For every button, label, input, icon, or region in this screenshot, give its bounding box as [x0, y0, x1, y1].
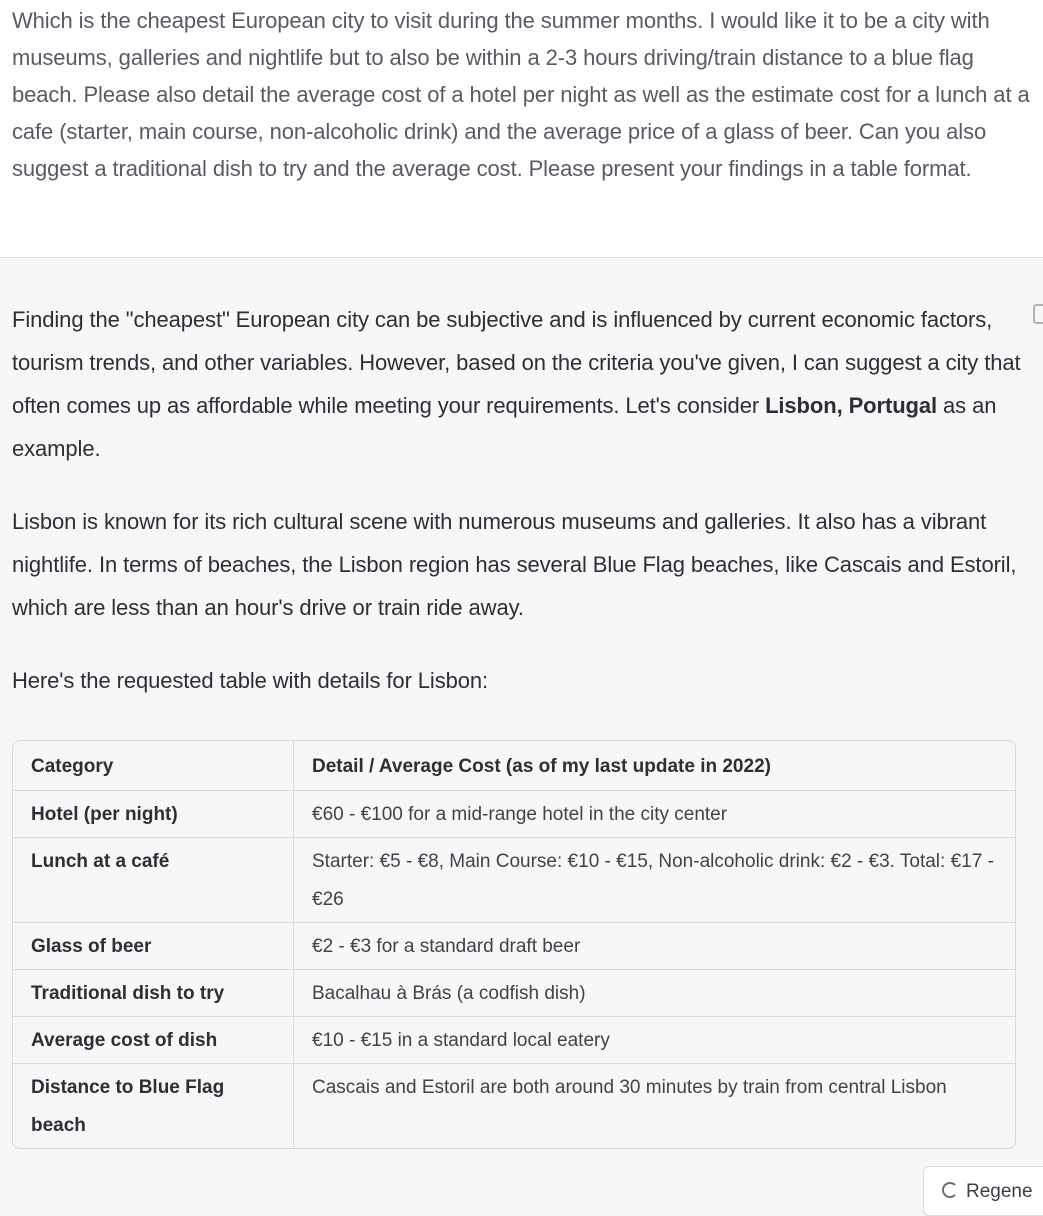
- table-row: [13, 923, 1015, 970]
- header-detail: Detail / Average Cost (as of my last update in 2022): [294, 741, 1016, 791]
- row-category: Distance to Blue Flag beach: [13, 1064, 294, 1149]
- row-detail: €10 - €15 in a standard local eatery: [294, 1017, 1016, 1064]
- row-detail: €60 - €100 for a mid-range hotel in the city center: [294, 791, 1016, 838]
- table-row: [13, 838, 1015, 923]
- table-header-row: [13, 741, 1015, 791]
- paragraph-1-tail: as an example.: [12, 393, 997, 461]
- details-table-container: [12, 740, 1016, 1149]
- refresh-icon: [942, 1182, 958, 1198]
- row-detail: €2 - €3 for a standard draft beer: [294, 923, 1016, 970]
- row-category: Traditional dish to try: [13, 970, 294, 1017]
- table-row: [13, 1017, 1015, 1064]
- assistant-message: [0, 258, 1043, 1149]
- row-category: Glass of beer: [13, 923, 294, 970]
- row-detail: Cascais and Estoril are both around 30 minutes by train from central Lisbon: [312, 1077, 947, 1098]
- table-row: [13, 791, 1015, 838]
- table-row: [13, 970, 1015, 1017]
- row-detail: Bacalhau à Brás (a codfish dish): [294, 970, 1016, 1017]
- user-message-text: Which is the cheapest European city to visit during the summer months. I would like it to be a city with museums, galleries and nightlife but to also be within a 2-3 hours driving/train distance to a blue flag beach. Please also detail the average cost of a hotel per night as well as the estimate cost for a lunch at a cafe (starter, main course, non-alcoholic drink) and the average price of a glass of beer. Can you also suggest a traditional dish to try and the average cost. Please present your findings in a table format.: [12, 8, 1030, 181]
- row-category: Lunch at a café: [13, 838, 294, 923]
- table-row: [13, 1064, 1015, 1149]
- assistant-paragraph-3: Here's the requested table with details for Lisbon:: [12, 668, 489, 693]
- user-message: [0, 0, 1043, 258]
- paragraph-1-bold: Lisbon, Portugal: [765, 393, 938, 418]
- copy-icon[interactable]: [1033, 304, 1043, 324]
- header-category: Category: [13, 741, 294, 791]
- row-detail: Starter: €5 - €8, Main Course: €10 - €15, Non-alcoholic drink: €2 - €3. Total: €17 - €26: [294, 838, 1016, 923]
- paragraph-1-text: Finding the "cheapest" European city can be subjective and is influenced by current economic factors, tourism trends, and other variables. However, based on the criteria you've given, I can suggest a city that often comes up as affordable while meeting your requirements. Let's consider: [12, 307, 1021, 418]
- regenerate-label: Regene: [966, 1181, 1033, 1202]
- assistant-paragraph-1: [12, 258, 1031, 470]
- regenerate-button[interactable]: [923, 1166, 1043, 1216]
- assistant-paragraph-2: Lisbon is known for its rich cultural scene with numerous museums and galleries. It also has a vibrant nightlife. In terms of beaches, the Lisbon region has several Blue Flag beaches, like Cascais and Estoril, which are less than an hour's drive or train ride away.: [12, 509, 1017, 620]
- row-category: Average cost of dish: [13, 1017, 294, 1064]
- row-category: Hotel (per night): [13, 791, 294, 838]
- details-table: [13, 741, 1015, 1148]
